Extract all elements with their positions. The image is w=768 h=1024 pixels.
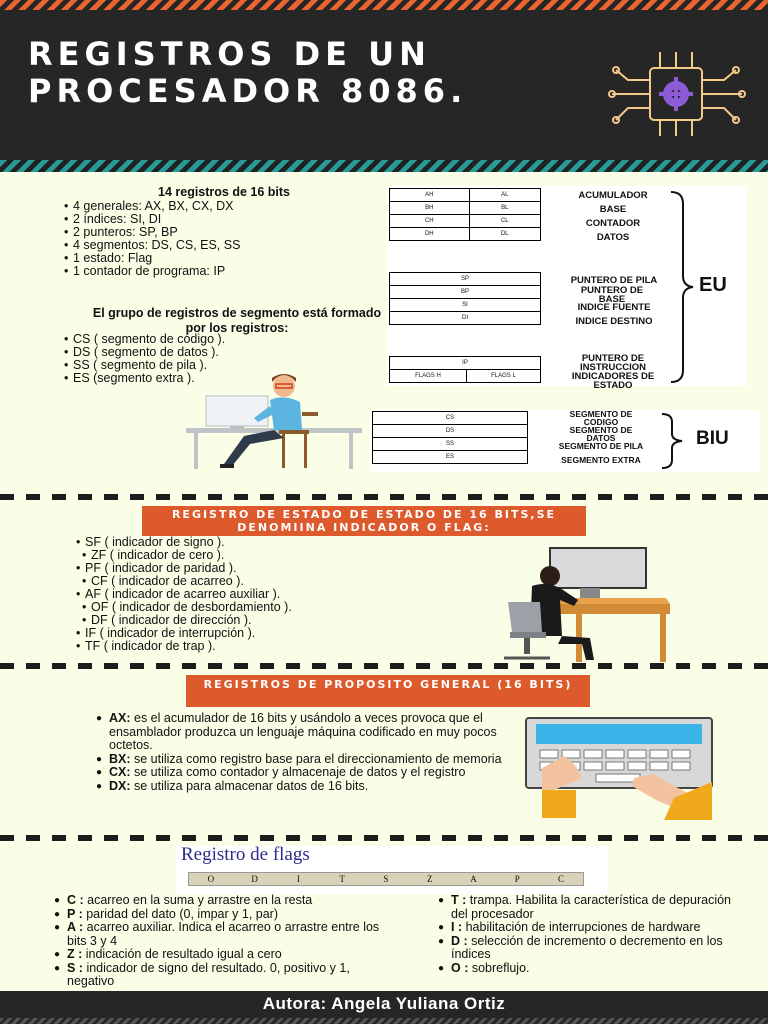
author-credit: Autora: Angela Yuliana Ortiz	[262, 994, 506, 1013]
flag-item: • IF ( indicador de interrupción ).	[76, 627, 292, 640]
reg-label: INDICE FUENTE	[577, 302, 651, 313]
eu-pointer-table	[389, 272, 541, 325]
flag-register-panel	[176, 846, 608, 894]
header-band	[0, 0, 768, 163]
flag-desc: acarreo auxiliar. Indica el acarreo o arrastre entre los bits 3 y 4	[67, 920, 380, 948]
flag-item: • OF ( indicador de desbordamiento ).	[82, 601, 292, 614]
eu-label: EU	[699, 274, 727, 296]
eu-ip-table	[389, 356, 541, 383]
intro-item: • 1 contador de programa: IP	[64, 265, 240, 278]
reg-cell: SS	[373, 438, 528, 451]
eu-brace	[667, 190, 697, 384]
reg-desc: es el acumulador de 16 bits y usándolo a veces provoca que el ensamblador produzca un lenguaje máquina codificado en muy pocos octetos.	[109, 711, 497, 752]
biu-diagram	[370, 410, 760, 472]
segment-heading: El grupo de registros de segmento está formado por los registros:	[92, 306, 382, 335]
reg-cell: FLAGS H	[390, 370, 467, 383]
reg-label: BASE	[599, 204, 627, 215]
flag-desc-item	[438, 894, 740, 921]
flag-item: • PF ( indicador de paridad ).	[76, 562, 292, 575]
intro-item: • 2 índices: SI, DI	[64, 213, 240, 226]
reg-cell: SI	[390, 299, 541, 312]
chip-icon	[608, 48, 748, 140]
intro-item: • 2 punteros: SP, BP	[64, 226, 240, 239]
flag-desc: sobreflujo.	[468, 960, 530, 975]
worker-at-computer-illustration	[490, 540, 672, 664]
reg-cell: SP	[390, 273, 541, 286]
reg-cell: CH	[390, 215, 470, 228]
flag-bit: S	[383, 874, 389, 884]
flag-bit: P	[514, 874, 520, 884]
reg-desc: se utiliza como registro base para el direccionamiento de memoria	[130, 751, 502, 766]
flag-item: • DF ( indicador de dirección ).	[82, 614, 292, 627]
eu-general-table	[389, 188, 541, 241]
flag-desc-left	[54, 894, 400, 989]
reg-label: CONTADOR	[585, 218, 641, 229]
flag-key: D :	[451, 933, 468, 948]
reg-key: CX:	[109, 765, 131, 779]
flag-key: A :	[67, 920, 84, 934]
reg-label: INDICE DESTINO	[575, 316, 653, 327]
reg-cell: CL	[469, 215, 540, 228]
flag-key: T :	[451, 893, 467, 907]
reg-label: ACUMULADOR	[578, 190, 648, 201]
reg-label: DATOS	[596, 232, 630, 243]
flag-register-title: Registro de flags	[181, 844, 310, 865]
flag-bit: C	[557, 874, 564, 884]
reg-cell: ES	[373, 451, 528, 464]
laptop-typing-illustration	[524, 716, 714, 820]
flag-item: • SF ( indicador de signo ).	[76, 536, 292, 549]
header-stripe	[0, 0, 768, 10]
flag-key: S :	[67, 960, 83, 975]
segment-item: • ES (segmento extra ).	[64, 372, 225, 385]
biu-table	[372, 411, 528, 464]
reg-label: SEGMENTO EXTRA	[561, 455, 641, 465]
flag-desc-item	[54, 908, 400, 922]
person-at-desk-illustration	[184, 372, 366, 472]
general-item	[96, 766, 526, 780]
flag-desc: habilitación de interrupciones de hardware	[462, 920, 701, 934]
flag-desc: paridad del dato (0, impar y 1, par)	[82, 906, 278, 921]
reg-cell: DH	[390, 228, 470, 241]
flag-item: • ZF ( indicador de cero ).	[82, 549, 292, 562]
flag-desc-item	[438, 935, 740, 962]
reg-cell: FLAGS L	[466, 370, 540, 383]
flag-desc-item	[54, 962, 400, 989]
reg-cell: AL	[469, 189, 540, 202]
reg-cell: IP	[390, 357, 541, 370]
footer-stripe	[0, 1018, 768, 1024]
flag-bit: T	[339, 874, 345, 884]
intro-item: • 1 estado: Flag	[64, 252, 240, 265]
reg-label: SEGMENTO DE DATOS	[569, 425, 633, 443]
flag-desc-right	[438, 894, 740, 975]
flag-desc: acarreo en la suma y arrastre en la resta	[83, 893, 313, 907]
segment-item: • SS ( segmento de pila ).	[64, 359, 225, 372]
reg-label: SEGMENTO DE PILA	[558, 441, 644, 451]
intro-item: • 4 segmentos: DS, CS, ES, SS	[64, 239, 240, 252]
section-divider	[0, 835, 768, 841]
flag-bit: O	[207, 874, 215, 884]
general-item	[96, 780, 526, 794]
segment-item: • CS ( segmento de código ).	[64, 333, 225, 346]
intro-heading: 14 registros de 16 bits	[158, 185, 291, 199]
flag-key: Z :	[67, 947, 83, 961]
biu-label: BIU	[696, 428, 729, 449]
general-item	[96, 753, 526, 767]
section-divider	[0, 494, 768, 500]
flag-indicator-list	[76, 536, 292, 653]
reg-cell: DS	[373, 425, 528, 438]
segment-item: • DS ( segmento de datos ).	[64, 346, 225, 359]
section-divider	[0, 663, 768, 669]
general-register-list	[96, 712, 526, 793]
flag-desc: indicador de signo del resultado. 0, positivo y 1, negativo	[67, 960, 350, 988]
flag-desc: selección de incremento o decremento en los índices	[451, 933, 723, 961]
reg-key: AX:	[109, 711, 131, 725]
intro-item: • 4 generales: AX, BX, CX, DX	[64, 200, 240, 213]
flag-bit: I	[296, 874, 300, 884]
title-line-2: PROCESADOR 8086.	[28, 72, 468, 110]
reg-cell: AH	[390, 189, 470, 202]
reg-label: PUNTERO DE BASE	[580, 285, 644, 305]
reg-cell: BL	[469, 202, 540, 215]
page-title	[28, 36, 467, 110]
general-item	[96, 712, 526, 753]
eu-diagram	[387, 186, 747, 391]
flags-banner: REGISTRO DE ESTADO DE ESTADO DE 16 BITS,SE DENOMIINA INDICADOR O FLAG:	[142, 506, 586, 536]
flag-bit-bar	[188, 872, 584, 886]
flag-item: • TF ( indicador de trap ).	[76, 640, 292, 653]
reg-desc: se utiliza para almacenar datos de 16 bits.	[130, 778, 369, 793]
flag-key: P :	[67, 906, 83, 921]
flag-key: C :	[67, 893, 84, 907]
flag-bit: D	[251, 874, 258, 884]
intro-list	[64, 200, 240, 278]
reg-key: BX:	[109, 751, 131, 766]
flag-item: • AF ( indicador de acarreo auxiliar ).	[76, 588, 292, 601]
general-banner: REGISTROS DE PROPOSITO GENERAL (16 BITS)	[186, 675, 590, 707]
flag-desc-item	[438, 921, 740, 935]
reg-desc: se utiliza como contador y almacenaje de datos y el registro	[130, 765, 466, 779]
reg-cell: DI	[390, 312, 541, 325]
flag-bit: A	[470, 874, 477, 884]
flag-item: • CF ( indicador de acarreo ).	[82, 575, 292, 588]
title-line-1: REGISTROS DE UN	[28, 35, 431, 73]
flag-desc-item	[438, 962, 740, 976]
flag-bit: Z	[426, 874, 433, 884]
reg-cell: BP	[390, 286, 541, 299]
flag-desc: trampa. Habilita la característica de depuración del procesador	[451, 893, 731, 921]
reg-cell: DL	[469, 228, 540, 241]
flag-key: I :	[451, 920, 463, 934]
flag-key: O :	[451, 960, 469, 975]
reg-cell: BH	[390, 202, 470, 215]
flag-desc-item	[54, 921, 400, 948]
flag-desc-item	[54, 894, 400, 908]
flag-desc: indicación de resultado igual a cero	[82, 947, 282, 961]
reg-label: PUNTERO DE INSTRUCCION INDICADORES DE ESTADO	[571, 353, 655, 391]
biu-brace	[660, 412, 686, 470]
reg-key: DX:	[109, 778, 131, 793]
reg-label: PUNTERO DE PILA	[570, 275, 658, 286]
reg-label: SEGMENTO DE CODIGO	[569, 409, 633, 427]
header-bottom-stripe	[0, 160, 768, 172]
reg-cell: CS	[373, 412, 528, 425]
flag-desc-item	[54, 948, 400, 962]
